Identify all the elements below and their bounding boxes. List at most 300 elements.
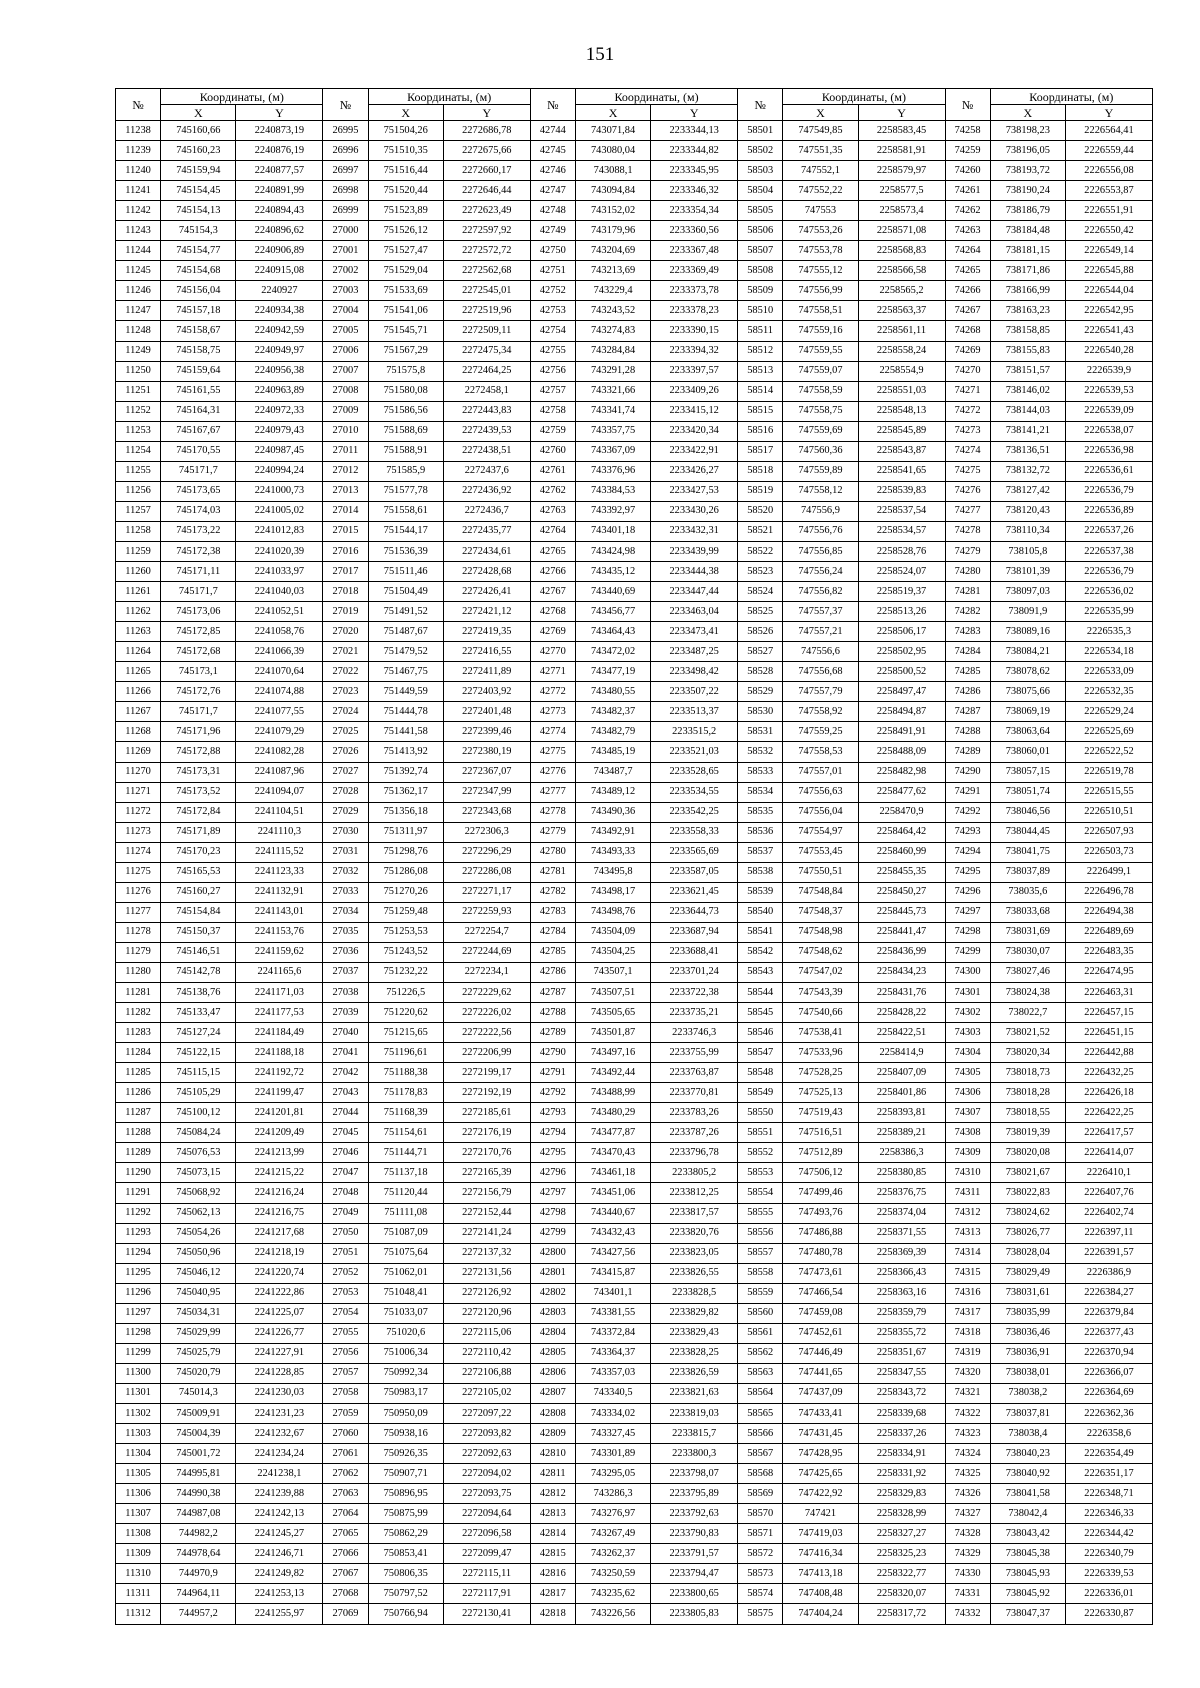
table-row (116, 1003, 1153, 1023)
x-coordinate-cell: 751523,89 (368, 201, 443, 221)
point-number-cell: 58502 (738, 141, 783, 161)
y-coordinate-cell: 2241245,27 (236, 1524, 323, 1544)
point-number-cell: 74322 (945, 1404, 990, 1424)
point-number-cell: 74269 (945, 341, 990, 361)
x-coordinate-cell: 747557,79 (783, 682, 858, 702)
y-coordinate-cell: 2226534,18 (1065, 642, 1152, 662)
table-row (116, 822, 1153, 842)
point-number-cell: 11281 (116, 983, 161, 1003)
header-coords: Координаты, (м) (990, 89, 1152, 105)
x-coordinate-cell: 745029,99 (161, 1323, 236, 1343)
table-row (116, 1464, 1153, 1484)
point-number-cell: 58563 (738, 1363, 783, 1383)
y-coordinate-cell: 2258445,73 (858, 902, 945, 922)
x-coordinate-cell: 743504,09 (575, 922, 650, 942)
y-coordinate-cell: 2233397,57 (651, 361, 738, 381)
y-coordinate-cell: 2226553,87 (1065, 181, 1152, 201)
y-coordinate-cell: 2241171,03 (236, 983, 323, 1003)
y-coordinate-cell: 2258563,37 (858, 301, 945, 321)
x-coordinate-cell: 751168,39 (368, 1103, 443, 1123)
x-coordinate-cell: 751196,61 (368, 1043, 443, 1063)
x-coordinate-cell: 751510,35 (368, 141, 443, 161)
point-number-cell: 74266 (945, 281, 990, 301)
point-number-cell: 27066 (323, 1544, 368, 1564)
x-coordinate-cell: 738031,61 (990, 1283, 1065, 1303)
point-number-cell: 42774 (530, 722, 575, 742)
point-number-cell: 58568 (738, 1464, 783, 1484)
table-row (116, 782, 1153, 802)
y-coordinate-cell: 2226451,15 (1065, 1023, 1152, 1043)
y-coordinate-cell: 2226410,1 (1065, 1163, 1152, 1183)
x-coordinate-cell: 743384,53 (575, 481, 650, 501)
x-coordinate-cell: 745154,68 (161, 261, 236, 281)
point-number-cell: 42813 (530, 1504, 575, 1524)
header-coords: Координаты, (м) (368, 89, 530, 105)
point-number-cell: 58574 (738, 1584, 783, 1604)
point-number-cell: 27011 (323, 441, 368, 461)
x-coordinate-cell: 738037,81 (990, 1404, 1065, 1424)
x-coordinate-cell: 743229,4 (575, 281, 650, 301)
y-coordinate-cell: 2226540,28 (1065, 341, 1152, 361)
y-coordinate-cell: 2226510,51 (1065, 802, 1152, 822)
point-number-cell: 58569 (738, 1484, 783, 1504)
point-number-cell: 42771 (530, 662, 575, 682)
x-coordinate-cell: 743464,43 (575, 622, 650, 642)
point-number-cell: 27049 (323, 1203, 368, 1223)
x-coordinate-cell: 743427,56 (575, 1243, 650, 1263)
point-number-cell: 11268 (116, 722, 161, 742)
y-coordinate-cell: 2233420,34 (651, 421, 738, 441)
y-coordinate-cell: 2258401,86 (858, 1083, 945, 1103)
y-coordinate-cell: 2226358,6 (1065, 1424, 1152, 1444)
point-number-cell: 42765 (530, 541, 575, 561)
point-number-cell: 58519 (738, 481, 783, 501)
x-coordinate-cell: 738036,46 (990, 1323, 1065, 1343)
y-coordinate-cell: 2233805,2 (651, 1163, 738, 1183)
y-coordinate-cell: 2258558,24 (858, 341, 945, 361)
x-coordinate-cell: 751220,62 (368, 1003, 443, 1023)
point-number-cell: 27019 (323, 602, 368, 622)
point-number-cell: 27057 (323, 1363, 368, 1383)
y-coordinate-cell: 2258477,62 (858, 782, 945, 802)
y-coordinate-cell: 2241227,91 (236, 1343, 323, 1363)
x-coordinate-cell: 743381,55 (575, 1303, 650, 1323)
x-coordinate-cell: 745173,52 (161, 782, 236, 802)
point-number-cell: 42768 (530, 602, 575, 622)
point-number-cell: 26996 (323, 141, 368, 161)
point-number-cell: 27024 (323, 702, 368, 722)
table-body (116, 121, 1153, 1625)
x-coordinate-cell: 745156,04 (161, 281, 236, 301)
y-coordinate-cell: 2272254,7 (443, 922, 530, 942)
point-number-cell: 42818 (530, 1604, 575, 1624)
x-coordinate-cell: 747553,26 (783, 221, 858, 241)
x-coordinate-cell: 738105,8 (990, 541, 1065, 561)
y-coordinate-cell: 2272597,92 (443, 221, 530, 241)
x-coordinate-cell: 751533,69 (368, 281, 443, 301)
x-coordinate-cell: 747554,97 (783, 822, 858, 842)
y-coordinate-cell: 2240894,43 (236, 201, 323, 221)
y-coordinate-cell: 2233565,69 (651, 842, 738, 862)
point-number-cell: 74263 (945, 221, 990, 241)
y-coordinate-cell: 2258327,27 (858, 1524, 945, 1544)
point-number-cell: 74285 (945, 662, 990, 682)
y-coordinate-cell: 2233805,83 (651, 1604, 738, 1624)
table-row (116, 221, 1153, 241)
x-coordinate-cell: 743179,96 (575, 221, 650, 241)
x-coordinate-cell: 747553 (783, 201, 858, 221)
point-number-cell: 27062 (323, 1464, 368, 1484)
y-coordinate-cell: 2233722,38 (651, 983, 738, 1003)
point-number-cell: 42747 (530, 181, 575, 201)
y-coordinate-cell: 2241216,24 (236, 1183, 323, 1203)
x-coordinate-cell: 747556,6 (783, 642, 858, 662)
x-coordinate-cell: 745171,89 (161, 822, 236, 842)
y-coordinate-cell: 2226499,1 (1065, 862, 1152, 882)
point-number-cell: 42815 (530, 1544, 575, 1564)
point-number-cell: 42801 (530, 1263, 575, 1283)
table-row (116, 161, 1153, 181)
y-coordinate-cell: 2233755,99 (651, 1043, 738, 1063)
point-number-cell: 11302 (116, 1404, 161, 1424)
y-coordinate-cell: 2233817,57 (651, 1203, 738, 1223)
point-number-cell: 11279 (116, 942, 161, 962)
point-number-cell: 27028 (323, 782, 368, 802)
y-coordinate-cell: 2272141,24 (443, 1223, 530, 1243)
y-coordinate-cell: 2272519,96 (443, 301, 530, 321)
point-number-cell: 11304 (116, 1444, 161, 1464)
table-row (116, 501, 1153, 521)
table-row (116, 1283, 1153, 1303)
point-number-cell: 42796 (530, 1163, 575, 1183)
y-coordinate-cell: 2258519,37 (858, 582, 945, 602)
y-coordinate-cell: 2226379,84 (1065, 1303, 1152, 1323)
y-coordinate-cell: 2241040,03 (236, 582, 323, 602)
point-number-cell: 11261 (116, 582, 161, 602)
y-coordinate-cell: 2226414,07 (1065, 1143, 1152, 1163)
point-number-cell: 11258 (116, 521, 161, 541)
point-number-cell: 74291 (945, 782, 990, 802)
point-number-cell: 58542 (738, 942, 783, 962)
x-coordinate-cell: 743498,17 (575, 882, 650, 902)
x-coordinate-cell: 751479,52 (368, 642, 443, 662)
x-coordinate-cell: 738101,39 (990, 562, 1065, 582)
point-number-cell: 27063 (323, 1484, 368, 1504)
point-number-cell: 11250 (116, 361, 161, 381)
y-coordinate-cell: 2241087,96 (236, 762, 323, 782)
y-coordinate-cell: 2226536,98 (1065, 441, 1152, 461)
point-number-cell: 26999 (323, 201, 368, 221)
table-row (116, 1363, 1153, 1383)
point-number-cell: 11303 (116, 1424, 161, 1444)
x-coordinate-cell: 743080,04 (575, 141, 650, 161)
x-coordinate-cell: 750896,95 (368, 1484, 443, 1504)
y-coordinate-cell: 2272306,3 (443, 822, 530, 842)
y-coordinate-cell: 2258534,57 (858, 521, 945, 541)
point-number-cell: 11295 (116, 1263, 161, 1283)
y-coordinate-cell: 2233422,91 (651, 441, 738, 461)
x-coordinate-cell: 745046,12 (161, 1263, 236, 1283)
x-coordinate-cell: 745158,75 (161, 341, 236, 361)
point-number-cell: 74258 (945, 121, 990, 141)
x-coordinate-cell: 745161,55 (161, 381, 236, 401)
point-number-cell: 42745 (530, 141, 575, 161)
point-number-cell: 42808 (530, 1404, 575, 1424)
y-coordinate-cell: 2272562,68 (443, 261, 530, 281)
y-coordinate-cell: 2233498,42 (651, 662, 738, 682)
point-number-cell: 11260 (116, 562, 161, 582)
y-coordinate-cell: 2233587,05 (651, 862, 738, 882)
x-coordinate-cell: 743364,37 (575, 1343, 650, 1363)
y-coordinate-cell: 2226483,35 (1065, 942, 1152, 962)
x-coordinate-cell: 743291,28 (575, 361, 650, 381)
y-coordinate-cell: 2258431,76 (858, 983, 945, 1003)
y-coordinate-cell: 2272176,19 (443, 1123, 530, 1143)
y-coordinate-cell: 2233430,26 (651, 501, 738, 521)
y-coordinate-cell: 2226354,49 (1065, 1444, 1152, 1464)
y-coordinate-cell: 2233444,38 (651, 562, 738, 582)
point-number-cell: 27014 (323, 501, 368, 521)
point-number-cell: 42794 (530, 1123, 575, 1143)
point-number-cell: 42780 (530, 842, 575, 862)
x-coordinate-cell: 743357,03 (575, 1363, 650, 1383)
y-coordinate-cell: 2241199,47 (236, 1083, 323, 1103)
x-coordinate-cell: 738045,38 (990, 1544, 1065, 1564)
point-number-cell: 58535 (738, 802, 783, 822)
x-coordinate-cell: 747422,92 (783, 1484, 858, 1504)
y-coordinate-cell: 2272403,92 (443, 682, 530, 702)
point-number-cell: 42767 (530, 582, 575, 602)
table-row (116, 1444, 1153, 1464)
point-number-cell: 27020 (323, 622, 368, 642)
y-coordinate-cell: 2258329,83 (858, 1484, 945, 1504)
y-coordinate-cell: 2240956,38 (236, 361, 323, 381)
y-coordinate-cell: 2233427,53 (651, 481, 738, 501)
point-number-cell: 74299 (945, 942, 990, 962)
y-coordinate-cell: 2258541,65 (858, 461, 945, 481)
y-coordinate-cell: 2272093,82 (443, 1424, 530, 1444)
table-row (116, 762, 1153, 782)
point-number-cell: 11280 (116, 962, 161, 982)
x-coordinate-cell: 750766,94 (368, 1604, 443, 1624)
point-number-cell: 74278 (945, 521, 990, 541)
y-coordinate-cell: 2233447,44 (651, 582, 738, 602)
x-coordinate-cell: 747431,45 (783, 1424, 858, 1444)
x-coordinate-cell: 745160,23 (161, 141, 236, 161)
point-number-cell: 58533 (738, 762, 783, 782)
x-coordinate-cell: 747556,9 (783, 501, 858, 521)
table-row (116, 321, 1153, 341)
y-coordinate-cell: 2258434,23 (858, 962, 945, 982)
x-coordinate-cell: 743071,84 (575, 121, 650, 141)
point-number-cell: 74264 (945, 241, 990, 261)
x-coordinate-cell: 738127,42 (990, 481, 1065, 501)
point-number-cell: 42781 (530, 862, 575, 882)
y-coordinate-cell: 2258537,54 (858, 501, 945, 521)
x-coordinate-cell: 747506,12 (783, 1163, 858, 1183)
point-number-cell: 11292 (116, 1203, 161, 1223)
x-coordinate-cell: 738097,03 (990, 582, 1065, 602)
point-number-cell: 74301 (945, 983, 990, 1003)
x-coordinate-cell: 751487,67 (368, 622, 443, 642)
y-coordinate-cell: 2241132,91 (236, 882, 323, 902)
x-coordinate-cell: 744957,2 (161, 1604, 236, 1624)
x-coordinate-cell: 745127,24 (161, 1023, 236, 1043)
x-coordinate-cell: 743204,69 (575, 241, 650, 261)
point-number-cell: 11305 (116, 1464, 161, 1484)
point-number-cell: 27061 (323, 1444, 368, 1464)
y-coordinate-cell: 2226494,38 (1065, 902, 1152, 922)
x-coordinate-cell: 743477,87 (575, 1123, 650, 1143)
point-number-cell: 74276 (945, 481, 990, 501)
y-coordinate-cell: 2226536,02 (1065, 582, 1152, 602)
point-number-cell: 11311 (116, 1584, 161, 1604)
point-number-cell: 58549 (738, 1083, 783, 1103)
point-number-cell: 11241 (116, 181, 161, 201)
y-coordinate-cell: 2272464,25 (443, 361, 530, 381)
point-number-cell: 74268 (945, 321, 990, 341)
y-coordinate-cell: 2272106,88 (443, 1363, 530, 1383)
point-number-cell: 27050 (323, 1223, 368, 1243)
point-number-cell: 42750 (530, 241, 575, 261)
y-coordinate-cell: 2240906,89 (236, 241, 323, 261)
y-coordinate-cell: 2233513,37 (651, 702, 738, 722)
point-number-cell: 58558 (738, 1263, 783, 1283)
x-coordinate-cell: 743341,74 (575, 401, 650, 421)
y-coordinate-cell: 2233378,23 (651, 301, 738, 321)
point-number-cell: 11297 (116, 1303, 161, 1323)
y-coordinate-cell: 2241218,19 (236, 1243, 323, 1263)
x-coordinate-cell: 747559,89 (783, 461, 858, 481)
y-coordinate-cell: 2272093,75 (443, 1484, 530, 1504)
y-coordinate-cell: 2272115,06 (443, 1323, 530, 1343)
table-row (116, 261, 1153, 281)
y-coordinate-cell: 2226541,43 (1065, 321, 1152, 341)
point-number-cell: 58541 (738, 922, 783, 942)
x-coordinate-cell: 738028,04 (990, 1243, 1065, 1263)
point-number-cell: 42755 (530, 341, 575, 361)
table-row (116, 1263, 1153, 1283)
x-coordinate-cell: 745105,29 (161, 1083, 236, 1103)
point-number-cell: 42772 (530, 682, 575, 702)
point-number-cell: 42751 (530, 261, 575, 281)
table-row (116, 241, 1153, 261)
x-coordinate-cell: 738190,24 (990, 181, 1065, 201)
y-coordinate-cell: 2226549,14 (1065, 241, 1152, 261)
y-coordinate-cell: 2233346,32 (651, 181, 738, 201)
x-coordinate-cell: 738158,85 (990, 321, 1065, 341)
point-number-cell: 58530 (738, 702, 783, 722)
y-coordinate-cell: 2240979,43 (236, 421, 323, 441)
x-coordinate-cell: 738033,68 (990, 902, 1065, 922)
y-coordinate-cell: 2240994,24 (236, 461, 323, 481)
header-no: № (945, 89, 990, 121)
x-coordinate-cell: 738186,79 (990, 201, 1065, 221)
y-coordinate-cell: 2258577,5 (858, 181, 945, 201)
point-number-cell: 58513 (738, 361, 783, 381)
y-coordinate-cell: 2226391,57 (1065, 1243, 1152, 1263)
y-coordinate-cell: 2241153,76 (236, 922, 323, 942)
y-coordinate-cell: 2226364,69 (1065, 1383, 1152, 1403)
x-coordinate-cell: 751527,47 (368, 241, 443, 261)
x-coordinate-cell: 743250,59 (575, 1564, 650, 1584)
x-coordinate-cell: 738036,91 (990, 1343, 1065, 1363)
point-number-cell: 74297 (945, 902, 990, 922)
x-coordinate-cell: 743451,06 (575, 1183, 650, 1203)
point-number-cell: 74328 (945, 1524, 990, 1544)
x-coordinate-cell: 738171,86 (990, 261, 1065, 281)
point-number-cell: 11263 (116, 622, 161, 642)
x-coordinate-cell: 747559,25 (783, 722, 858, 742)
x-coordinate-cell: 743440,69 (575, 582, 650, 602)
x-coordinate-cell: 738151,57 (990, 361, 1065, 381)
y-coordinate-cell: 2258441,47 (858, 922, 945, 942)
y-coordinate-cell: 2241070,64 (236, 662, 323, 682)
y-coordinate-cell: 2233507,22 (651, 682, 738, 702)
y-coordinate-cell: 2258460,99 (858, 842, 945, 862)
y-coordinate-cell: 2226417,57 (1065, 1123, 1152, 1143)
y-coordinate-cell: 2233390,15 (651, 321, 738, 341)
y-coordinate-cell: 2258573,4 (858, 201, 945, 221)
x-coordinate-cell: 747473,61 (783, 1263, 858, 1283)
y-coordinate-cell: 2272110,42 (443, 1343, 530, 1363)
point-number-cell: 58551 (738, 1123, 783, 1143)
point-number-cell: 58524 (738, 582, 783, 602)
point-number-cell: 27009 (323, 401, 368, 421)
point-number-cell: 42800 (530, 1243, 575, 1263)
x-coordinate-cell: 750983,17 (368, 1383, 443, 1403)
y-coordinate-cell: 2226496,78 (1065, 882, 1152, 902)
x-coordinate-cell: 747428,95 (783, 1444, 858, 1464)
x-coordinate-cell: 747556,63 (783, 782, 858, 802)
y-coordinate-cell: 2241000,73 (236, 481, 323, 501)
x-coordinate-cell: 743485,19 (575, 742, 650, 762)
x-coordinate-cell: 751226,5 (368, 983, 443, 1003)
x-coordinate-cell: 743489,12 (575, 782, 650, 802)
x-coordinate-cell: 738040,23 (990, 1444, 1065, 1464)
y-coordinate-cell: 2272286,08 (443, 862, 530, 882)
x-coordinate-cell: 743487,7 (575, 762, 650, 782)
point-number-cell: 42759 (530, 421, 575, 441)
y-coordinate-cell: 2272347,99 (443, 782, 530, 802)
point-number-cell: 27025 (323, 722, 368, 742)
y-coordinate-cell: 2258389,21 (858, 1123, 945, 1143)
y-coordinate-cell: 2272092,63 (443, 1444, 530, 1464)
x-coordinate-cell: 751577,78 (368, 481, 443, 501)
point-number-cell: 27021 (323, 642, 368, 662)
x-coordinate-cell: 751536,39 (368, 541, 443, 561)
x-coordinate-cell: 745164,31 (161, 401, 236, 421)
y-coordinate-cell: 2241066,39 (236, 642, 323, 662)
x-coordinate-cell: 745172,84 (161, 802, 236, 822)
point-number-cell: 26998 (323, 181, 368, 201)
point-number-cell: 27056 (323, 1343, 368, 1363)
y-coordinate-cell: 2258359,79 (858, 1303, 945, 1323)
header-coords: Координаты, (м) (161, 89, 323, 105)
x-coordinate-cell: 744978,64 (161, 1544, 236, 1564)
x-coordinate-cell: 743392,97 (575, 501, 650, 521)
x-coordinate-cell: 747441,65 (783, 1363, 858, 1383)
x-coordinate-cell: 738045,93 (990, 1564, 1065, 1584)
table-row (116, 1584, 1153, 1604)
y-coordinate-cell: 2233344,82 (651, 141, 738, 161)
point-number-cell: 42775 (530, 742, 575, 762)
x-coordinate-cell: 738037,89 (990, 862, 1065, 882)
y-coordinate-cell: 2233534,55 (651, 782, 738, 802)
y-coordinate-cell: 2233415,12 (651, 401, 738, 421)
point-number-cell: 27007 (323, 361, 368, 381)
y-coordinate-cell: 2241201,81 (236, 1103, 323, 1123)
